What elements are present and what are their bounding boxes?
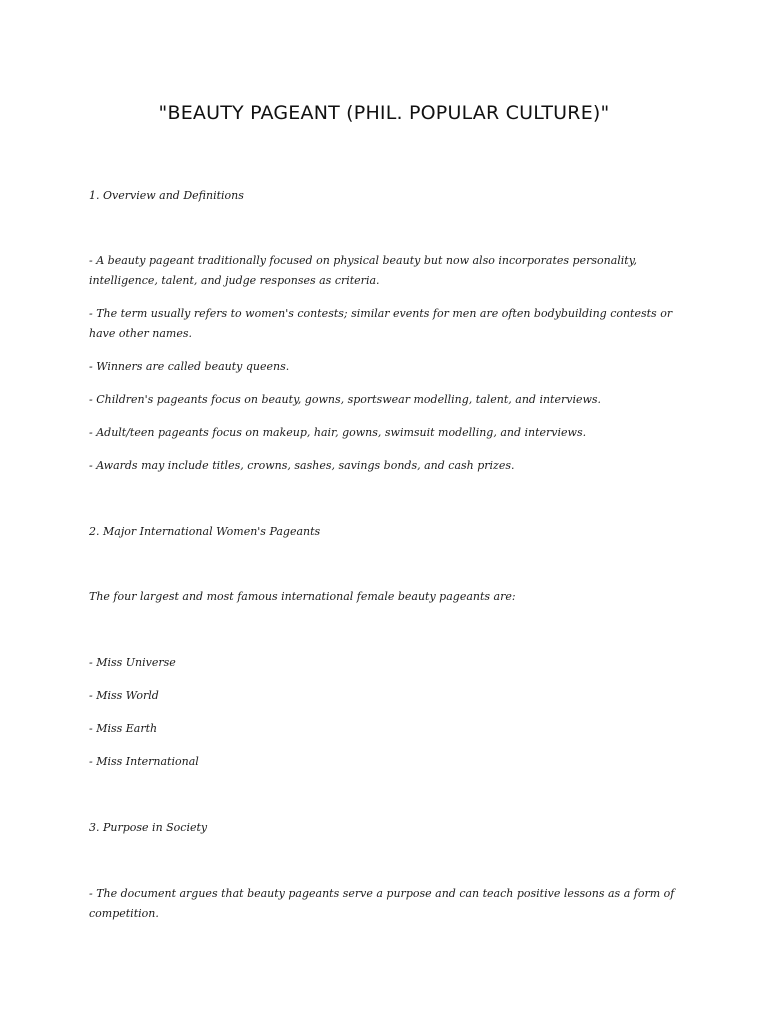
- section-heading-major-pageants: 2. Major International Women's Pageants: [89, 525, 321, 538]
- bullet-awards: - Awards may include titles, crowns, sashes, savings bonds, and cash prizes.: [89, 459, 515, 472]
- section-heading-purpose: 3. Purpose in Society: [89, 821, 208, 834]
- bullet-purpose: - The document argues that beauty pageants serve a purpose and can teach positive lessons as a form of competition.: [89, 887, 675, 920]
- list-item-miss-earth: - Miss Earth: [89, 722, 158, 735]
- list-item-miss-world: - Miss World: [89, 689, 159, 702]
- bullet-adult-pageants: - Adult/teen pageants focus on makeup, hair, gowns, swimsuit modelling, and interviews.: [89, 426, 587, 439]
- section-heading-overview: 1. Overview and Definitions: [89, 189, 244, 202]
- pageants-intro: The four largest and most famous international female beauty pageants are:: [89, 590, 516, 603]
- bullet-winners: - Winners are called beauty queens.: [89, 360, 290, 373]
- list-item-miss-universe: - Miss Universe: [89, 656, 176, 669]
- list-item-miss-international: - Miss International: [89, 755, 199, 768]
- bullet-term-usage: - The term usually refers to women's contests; similar events for men are often bodybuilding contests or have other names.: [89, 307, 673, 340]
- bullet-definition: - A beauty pageant traditionally focused on physical beauty but now also incorporates personality, intelligence, talent, and judge responses as criteria.: [89, 254, 637, 287]
- bullet-childrens-pageants: - Children's pageants focus on beauty, gowns, sportswear modelling, talent, and interviews.: [89, 393, 602, 406]
- document-title: "BEAUTY PAGEANT (PHIL. POPULAR CULTURE)": [158, 102, 610, 124]
